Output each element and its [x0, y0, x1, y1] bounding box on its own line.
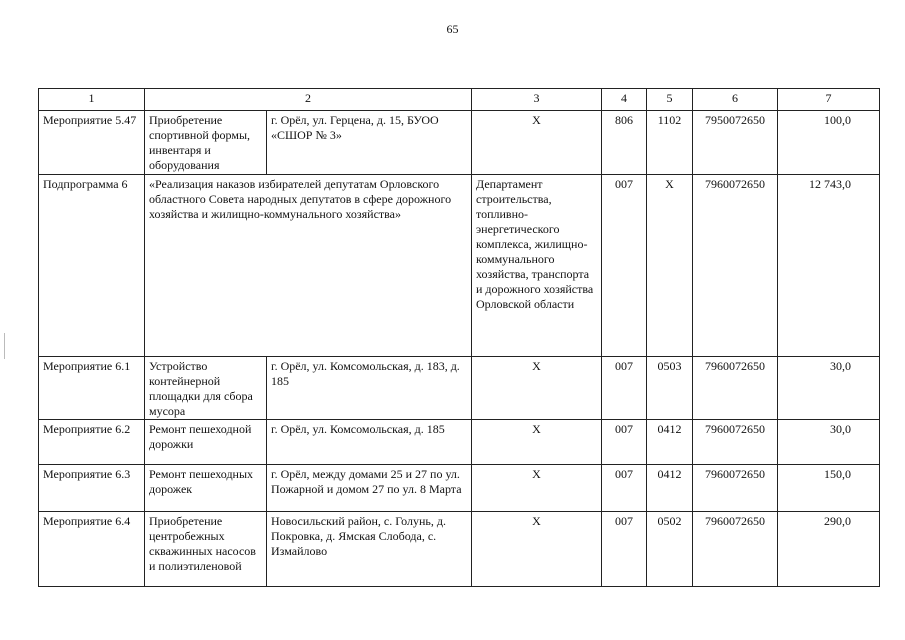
- row-description: Ремонт пешеходных дорожек: [145, 465, 267, 512]
- header-col-3: 3: [472, 89, 602, 111]
- row-amount: 150,0: [778, 465, 880, 512]
- row-description: Ремонт пешеходной дорожки: [145, 420, 267, 465]
- row-amount: 12 743,0: [778, 175, 880, 357]
- row-executor: Х: [472, 512, 602, 587]
- row-col-6: 7950072650: [693, 111, 778, 175]
- table-row: [39, 420, 880, 465]
- row-address: г. Орёл, между домами 25 и 27 по ул. Пожарной и домом 27 по ул. 8 Марта: [267, 465, 472, 512]
- row-col-5: 1102: [647, 111, 693, 175]
- row-col-5: 0412: [647, 420, 693, 465]
- row-description: Приобретение спортивной формы, инвентаря и оборудования: [145, 111, 267, 175]
- row-code: Мероприятие 6.3: [39, 465, 145, 512]
- row-code: Мероприятие 6.2: [39, 420, 145, 465]
- row-col-4: 007: [602, 465, 647, 512]
- row-executor: Х: [472, 111, 602, 175]
- row-amount: 290,0: [778, 512, 880, 587]
- row-col-4: 806: [602, 111, 647, 175]
- row-col-6: 7960072650: [693, 357, 778, 420]
- row-col-5: 0503: [647, 357, 693, 420]
- row-description: Устройство контейнерной площадки для сбора мусора: [145, 357, 267, 420]
- table-row-subprogram: [39, 175, 880, 357]
- row-code: Мероприятие 6.1: [39, 357, 145, 420]
- margin-mark: [4, 333, 5, 359]
- table-row: [39, 465, 880, 512]
- header-col-2: 2: [145, 89, 472, 111]
- row-code: Мероприятие 5.47: [39, 111, 145, 175]
- row-col-5: 0412: [647, 465, 693, 512]
- row-address: г. Орёл, ул. Комсомольская, д. 183, д. 185: [267, 357, 472, 420]
- header-col-5: 5: [647, 89, 693, 111]
- table-row: [39, 111, 880, 175]
- row-col-6: 7960072650: [693, 465, 778, 512]
- row-col-6: 7960072650: [693, 420, 778, 465]
- row-address: г. Орёл, ул. Герцена, д. 15, БУОО «СШОР № 3»: [267, 111, 472, 175]
- row-col-4: 007: [602, 512, 647, 587]
- row-code: Мероприятие 6.4: [39, 512, 145, 587]
- table-row: [39, 512, 880, 587]
- header-col-6: 6: [693, 89, 778, 111]
- budget-table: [38, 88, 880, 587]
- row-address: г. Орёл, ул. Комсомольская, д. 185: [267, 420, 472, 465]
- row-col-6: 7960072650: [693, 512, 778, 587]
- row-col-4: 007: [602, 357, 647, 420]
- row-executor: Х: [472, 465, 602, 512]
- row-col-5: Х: [647, 175, 693, 357]
- row-code: Подпрограмма 6: [39, 175, 145, 357]
- row-description: «Реализация наказов избирателей депутатам Орловского областного Совета народных депутатов в сфере дорожного хозяйства и жилищно-коммунального хозяйства»: [145, 175, 472, 357]
- row-executor: Департамент строительства, топливно-энергетического комплекса, жилищно-коммунального хозяйства, транспорта и дорожного хозяйства Орловской области: [472, 175, 602, 357]
- row-description: Приобретение центробежных скважинных насосов и полиэтиленовой: [145, 512, 267, 587]
- row-col-4: 007: [602, 420, 647, 465]
- row-executor: Х: [472, 420, 602, 465]
- table-row: [39, 357, 880, 420]
- header-col-1: 1: [39, 89, 145, 111]
- row-col-4: 007: [602, 175, 647, 357]
- row-amount: 100,0: [778, 111, 880, 175]
- header-col-7: 7: [778, 89, 880, 111]
- row-col-5: 0502: [647, 512, 693, 587]
- row-col-6: 7960072650: [693, 175, 778, 357]
- table-header-row: [39, 89, 880, 111]
- page-number: 65: [446, 22, 459, 36]
- header-col-4: 4: [602, 89, 647, 111]
- row-executor: Х: [472, 357, 602, 420]
- row-amount: 30,0: [778, 420, 880, 465]
- row-address: Новосильский район, с. Голунь, д. Покровка, д. Ямская Слобода, с. Измайлово: [267, 512, 472, 587]
- row-amount: 30,0: [778, 357, 880, 420]
